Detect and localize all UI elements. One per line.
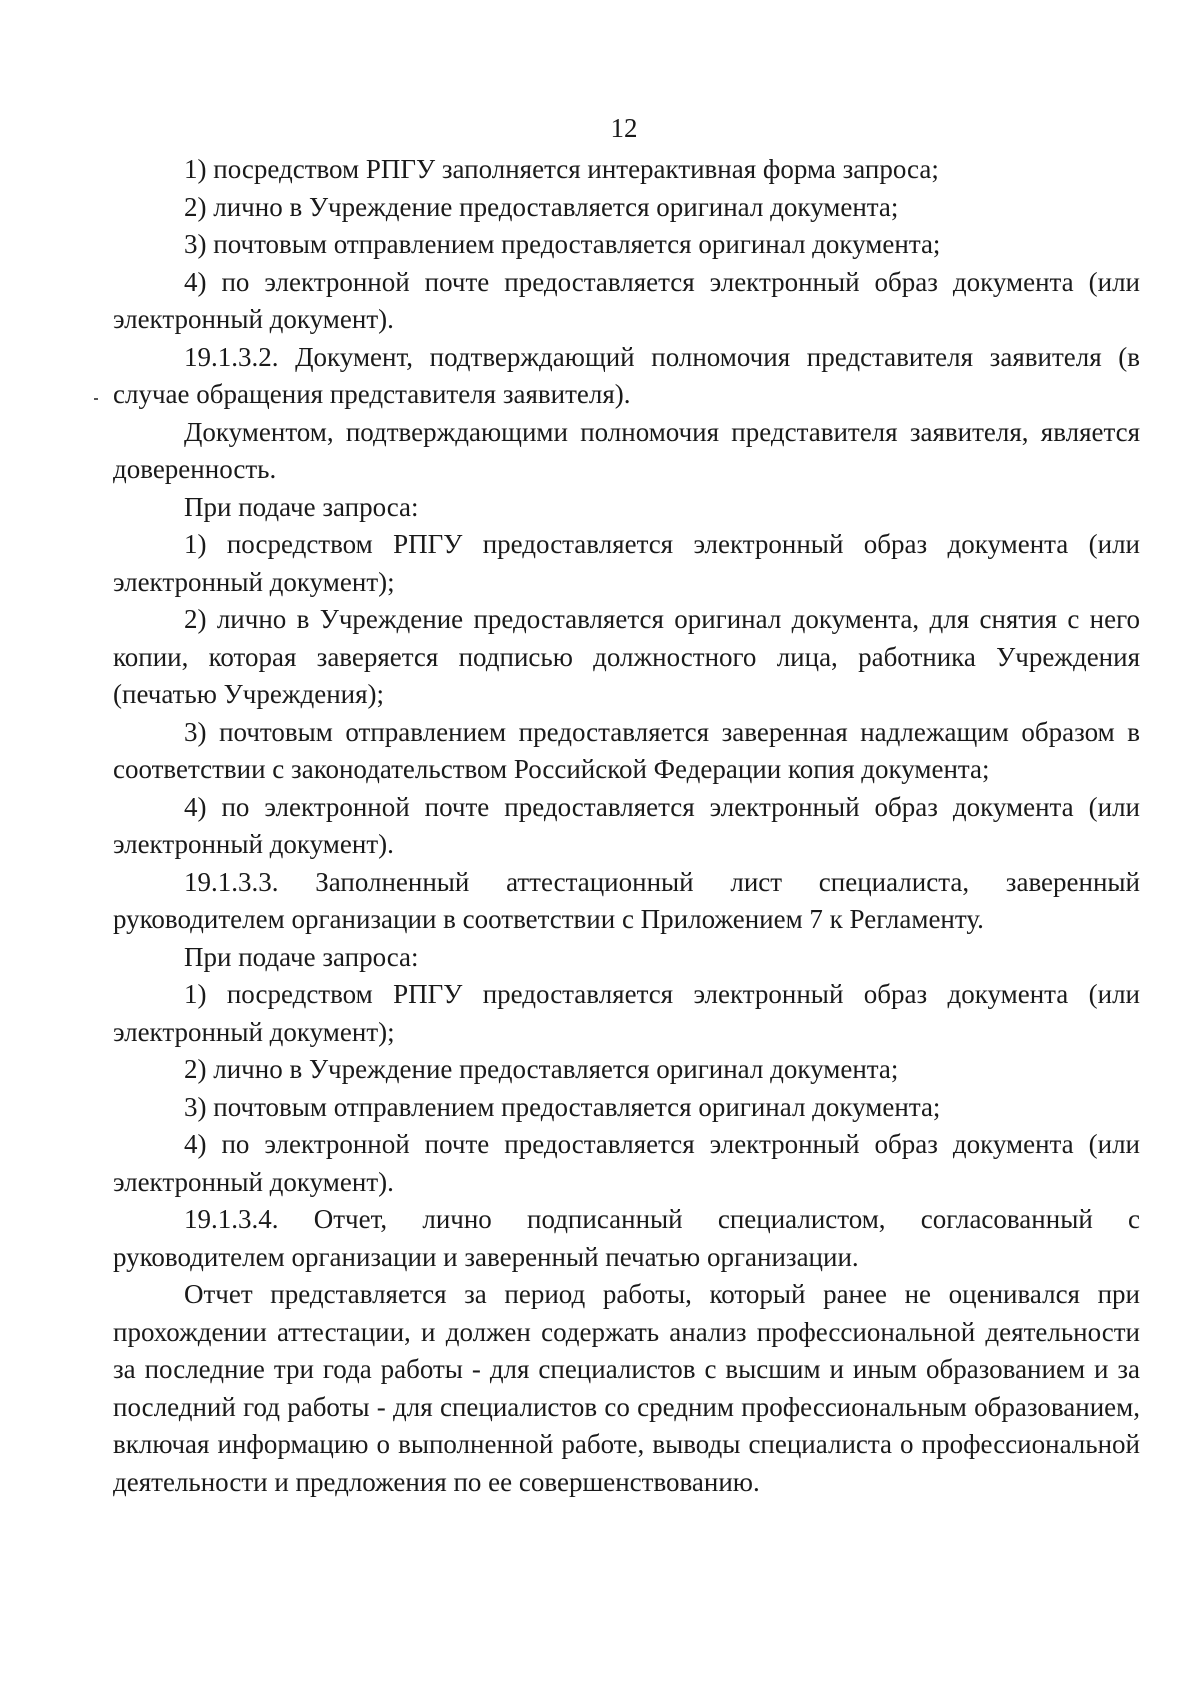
- paragraph: 1) посредством РПГУ предоставляется электронный образ документа (или электронный документ);: [113, 529, 1140, 597]
- paragraph: При подаче запроса:: [184, 491, 419, 522]
- paragraph: 2) лично в Учреждение предоставляется оригинал документа;: [184, 1054, 899, 1084]
- paragraph: 1) посредством РПГУ заполняется интерактивная форма запроса;: [184, 154, 939, 184]
- paragraph: 3) почтовым отправлением предоставляется оригинал документа;: [184, 229, 941, 259]
- paragraph: При подаче запроса:: [184, 941, 419, 972]
- paragraph: 4) по электронной почте предоставляется электронный образ документа (или электронный документ).: [113, 1129, 1140, 1197]
- document-body: [113, 151, 1140, 1501]
- paragraph: 4) по электронной почте предоставляется электронный образ документа (или электронный документ).: [113, 791, 1140, 859]
- section-heading-paragraph: 19.1.3.4. Отчет, лично подписанный специалистом, согласованный с руководителем организации и заверенный печатью организации.: [113, 1204, 1140, 1272]
- section-heading-paragraph: 19.1.3.3. Заполненный аттестационный лист специалиста, заверенный руководителем организации в соответствии с Приложением 7 к Регламенту.: [113, 866, 1140, 934]
- paragraph: 2) лично в Учреждение предоставляется оригинал документа;: [184, 191, 899, 222]
- paragraph: 3) почтовым отправлением предоставляется оригинал документа;: [184, 1091, 941, 1122]
- paragraph: 4) по электронной почте предоставляется электронный образ документа (или электронный документ).: [113, 266, 1140, 334]
- page-number: 12: [610, 113, 638, 143]
- paragraph: Отчет представляется за период работы, который ранее не оценивался при прохождении аттестации, и должен содержать анализ профессиональной деятельности за последние три года работы - для специалистов с высшим и иным образованием и за последний год работы - для специалистов со средним профессиональным образованием, включая информацию о выполненной работе, выводы специалиста о профессиональной деятельности и предложения по ее совершенствованию.: [113, 1279, 1140, 1497]
- paragraph: 3) почтовым отправлением предоставляется заверенная надлежащим образом в соответствии с законодательством Российской Федерации копия документа;: [113, 716, 1140, 784]
- paragraph: 1) посредством РПГУ предоставляется электронный образ документа (или электронный документ);: [113, 979, 1140, 1047]
- section-heading-paragraph: 19.1.3.2. Документ, подтверждающий полномочия представителя заявителя (в случае обращения представителя заявителя).: [113, 341, 1140, 409]
- margin-mark: [94, 398, 98, 400]
- paragraph: 2) лично в Учреждение предоставляется оригинал документа, для снятия с него копии, которая заверяется подписью должностного лица, работника Учреждения (печатью Учреждения);: [113, 604, 1140, 709]
- paragraph: Документом, подтверждающими полномочия представителя заявителя, является доверенность.: [113, 416, 1140, 484]
